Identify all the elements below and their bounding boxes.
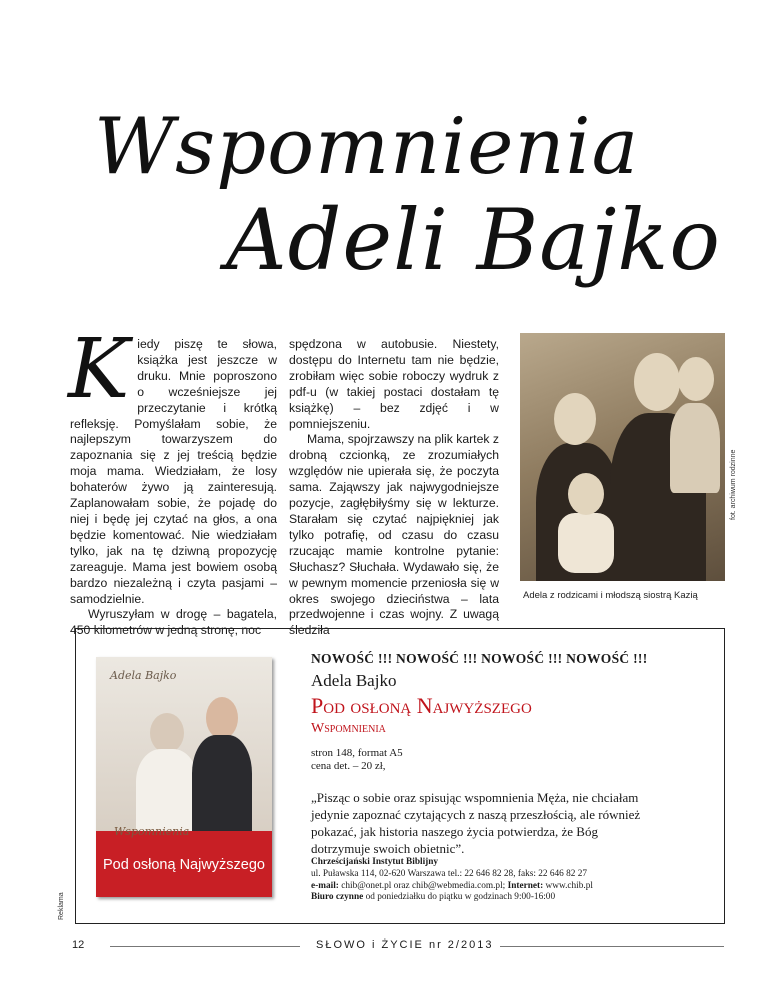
- hours-label: Biuro czynne: [311, 892, 364, 903]
- photo-caption: Adela z rodzicami i młodszą siostrą Kazią: [523, 590, 698, 601]
- article-paragraph: Wyruszyłam w drogę – bagatela, 450 kilometrów w jedną stronę, noc: [70, 607, 277, 638]
- drop-cap: K: [68, 322, 130, 417]
- ad-specs: [311, 747, 403, 773]
- ad-author: Adela Bajko: [311, 671, 397, 690]
- ad-publisher-info: [311, 857, 593, 904]
- ad-spec-price: cena det. – 20 zł,: [311, 760, 386, 772]
- cover-figure-man: [192, 697, 252, 831]
- ad-book-subtitle: Wspomnienia: [311, 721, 386, 736]
- book-advertisement: [75, 628, 725, 924]
- email-link[interactable]: chib@onet.pl oraz chib@webmedia.com.pl;: [341, 880, 506, 891]
- ad-quote: [311, 789, 711, 857]
- article-paragraph: spędzona w autobusie. Niestety, dostępu do Internetu tam nie będzie, zrobiłam więc sobie roboczy wydruk z pdf-u (w takiej postaci dostałam tę książkę) – bez zdjęć i w pomniejszeniu.: [289, 337, 499, 431]
- cover-subtitle: Wspomnienia: [114, 825, 190, 838]
- ad-header: NOWOŚĆ !!! NOWOŚĆ !!! NOWOŚĆ !!! NOWOŚĆ !!!: [311, 651, 648, 666]
- cover-figure-woman: [136, 713, 198, 831]
- photo-face-baby: [568, 473, 604, 515]
- footer-rule-left: [110, 946, 300, 947]
- cover-photo: [96, 657, 272, 831]
- internet-label: Internet:: [507, 880, 544, 891]
- photo-credit: fot. archiwum rodzinne: [730, 449, 737, 520]
- website-link[interactable]: www.chib.pl: [545, 880, 593, 891]
- office-hours: od poniedziałku do piątku w godzinach 9:00-16:00: [365, 892, 556, 903]
- photo-face-father: [634, 353, 680, 411]
- book-cover: [96, 657, 272, 897]
- quote-line: „Pisząc o sobie oraz spisując wspomnienia Męża, nie chciałam: [311, 790, 639, 805]
- quote-line: pokazać, jak historia naszego życia potwierdza, że Bóg: [311, 824, 598, 839]
- photo-figure-sister: [670, 403, 720, 493]
- quote-line: dotrzymuje swoich obietnic”.: [311, 841, 465, 856]
- cover-title: Pod osłoną Najwyższego: [102, 857, 265, 873]
- publisher-name: Chrześcijański Instytut Biblijny: [311, 857, 439, 867]
- article-paragraph: iedy piszę te słowa, książka jest jeszcze w druku. Mnie poproszono o wcześniejsze jej przeczytanie i krótką refleksję. Pomyślałam sobie, że najlepszym towarzyszem do zapoznania się z jej treścią będzie moja mama. Wiedziałam, że losy bohaterów żywo ją zainteresują. Zaplanowałam sobie, że pojadę do niej i będę jej czytać na głos, a ona będzie komentować. Nie wiedziałam tylko, jak na tę dziwną propozycję zareaguje. Mama jest bowiem osobą bardzo niezależną i czyta pasjami – samodzielnie.: [70, 337, 277, 606]
- family-photo: [520, 333, 725, 581]
- email-label: e-mail:: [311, 880, 339, 891]
- quote-line: jedynie zapoznać czytających z naszą przeszłością, ale również: [311, 807, 641, 822]
- publisher-address: ul. Puławska 114, 02-620 Warszawa tel.: 22 646 82 28, faks: 22 646 82 27: [311, 868, 588, 879]
- article-column-1: [68, 322, 277, 639]
- photo-face-sister: [678, 357, 714, 401]
- ad-book-title: Pod osłoną Najwyższego: [311, 693, 532, 718]
- advertisement-label: Reklama: [58, 892, 65, 920]
- photo-figure-baby: [558, 513, 614, 573]
- article-title-line2: Adeli Bajko: [226, 191, 721, 289]
- article-column-2: [289, 337, 499, 639]
- article-title-line1: Wspomnienia: [94, 102, 640, 192]
- magazine-footer: SŁOWO i ŻYCIE nr 2/2013: [316, 939, 494, 951]
- ad-spec-pages: stron 148, format A5: [311, 747, 403, 759]
- footer-rule-right: [500, 946, 724, 947]
- article-paragraph: Mama, spojrzawszy na plik kartek z drobną czcionką, ze zrozumiałych względów nie upierała się, że poczyta sama. Zająwszy jak najwygodniejsze pozycje, zagłębiłyśmy się w lekturze. Starałam się czytać najpiękniej jak tylko potrafię, od czasu do czasu rzucając mamie kontrolne pytanie: Słuchasz? Słuchała. Wydawało się, że w pewnym momencie przeniosła się w okres swojego dzieciństwa – lata przedwojenne i czas wojny. Z uwagą śledziła: [289, 432, 499, 638]
- photo-face-mother: [554, 393, 596, 445]
- page-number: 12: [72, 939, 85, 951]
- cover-author: Adela Bajko: [110, 669, 177, 682]
